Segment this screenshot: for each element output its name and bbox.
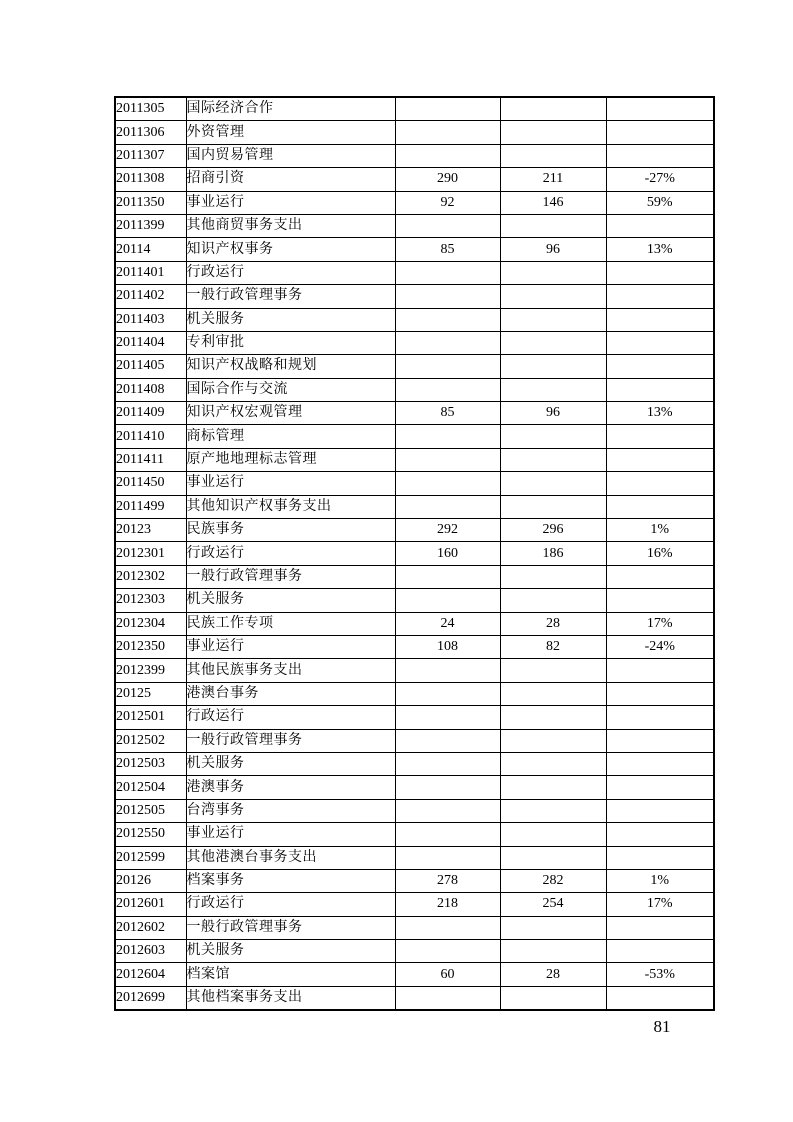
code-cell: 2012302 xyxy=(115,565,186,588)
value3-cell xyxy=(606,729,714,752)
value2-cell xyxy=(500,565,606,588)
table-row xyxy=(115,986,714,1010)
table-row xyxy=(115,612,714,635)
name-cell: 其他知识产权事务支出 xyxy=(186,495,395,518)
table-row xyxy=(115,776,714,799)
name-cell: 知识产权事务 xyxy=(186,238,395,261)
name-cell: 知识产权战略和规划 xyxy=(186,355,395,378)
code-cell: 2011404 xyxy=(115,331,186,354)
code-cell: 2011401 xyxy=(115,261,186,284)
code-cell: 2012604 xyxy=(115,963,186,986)
value3-cell: -24% xyxy=(606,635,714,658)
name-cell: 港澳台事务 xyxy=(186,682,395,705)
value2-cell xyxy=(500,799,606,822)
value2-cell: 186 xyxy=(500,542,606,565)
value1-cell xyxy=(395,121,500,144)
name-cell: 一般行政管理事务 xyxy=(186,729,395,752)
value3-cell xyxy=(606,565,714,588)
code-cell: 2012602 xyxy=(115,916,186,939)
value3-cell: -53% xyxy=(606,963,714,986)
value3-cell xyxy=(606,682,714,705)
name-cell: 一般行政管理事务 xyxy=(186,916,395,939)
table-row xyxy=(115,729,714,752)
name-cell: 其他港澳台事务支出 xyxy=(186,846,395,869)
value2-cell xyxy=(500,986,606,1010)
value1-cell xyxy=(395,472,500,495)
name-cell: 港澳事务 xyxy=(186,776,395,799)
value3-cell xyxy=(606,916,714,939)
value3-cell xyxy=(606,121,714,144)
table-row xyxy=(115,940,714,963)
value1-cell xyxy=(395,425,500,448)
value1-cell xyxy=(395,823,500,846)
value3-cell xyxy=(606,285,714,308)
value3-cell xyxy=(606,659,714,682)
code-cell: 2011399 xyxy=(115,214,186,237)
name-cell: 行政运行 xyxy=(186,893,395,916)
code-cell: 2012501 xyxy=(115,706,186,729)
code-cell: 2011450 xyxy=(115,472,186,495)
value2-cell xyxy=(500,659,606,682)
name-cell: 知识产权宏观管理 xyxy=(186,402,395,425)
name-cell: 其他商贸事务支出 xyxy=(186,214,395,237)
value2-cell xyxy=(500,144,606,167)
table-row xyxy=(115,121,714,144)
table-row xyxy=(115,378,714,401)
table-row xyxy=(115,893,714,916)
value2-cell: 282 xyxy=(500,869,606,892)
code-cell: 2012503 xyxy=(115,752,186,775)
value3-cell xyxy=(606,448,714,471)
value1-cell: 85 xyxy=(395,402,500,425)
value2-cell: 96 xyxy=(500,402,606,425)
value2-cell xyxy=(500,355,606,378)
value1-cell: 292 xyxy=(395,519,500,542)
code-cell: 20114 xyxy=(115,238,186,261)
code-cell: 2011307 xyxy=(115,144,186,167)
table-row xyxy=(115,402,714,425)
name-cell: 事业运行 xyxy=(186,823,395,846)
value2-cell xyxy=(500,308,606,331)
code-cell: 2012350 xyxy=(115,635,186,658)
code-cell: 2012505 xyxy=(115,799,186,822)
code-cell: 2012504 xyxy=(115,776,186,799)
value1-cell xyxy=(395,285,500,308)
table-row xyxy=(115,495,714,518)
value3-cell xyxy=(606,846,714,869)
table-row xyxy=(115,191,714,214)
name-cell: 机关服务 xyxy=(186,752,395,775)
value2-cell: 254 xyxy=(500,893,606,916)
value2-cell xyxy=(500,97,606,121)
table-row xyxy=(115,869,714,892)
name-cell: 一般行政管理事务 xyxy=(186,565,395,588)
value1-cell xyxy=(395,940,500,963)
name-cell: 商标管理 xyxy=(186,425,395,448)
value2-cell xyxy=(500,448,606,471)
name-cell: 其他档案事务支出 xyxy=(186,986,395,1010)
name-cell: 专利审批 xyxy=(186,331,395,354)
code-cell: 2012603 xyxy=(115,940,186,963)
value1-cell xyxy=(395,97,500,121)
value2-cell: 96 xyxy=(500,238,606,261)
table-row xyxy=(115,542,714,565)
table-row xyxy=(115,355,714,378)
code-cell: 2011308 xyxy=(115,168,186,191)
code-cell: 2012303 xyxy=(115,589,186,612)
value1-cell: 218 xyxy=(395,893,500,916)
value1-cell: 92 xyxy=(395,191,500,214)
value2-cell xyxy=(500,285,606,308)
table-row xyxy=(115,635,714,658)
value3-cell xyxy=(606,823,714,846)
table-row xyxy=(115,168,714,191)
value3-cell xyxy=(606,589,714,612)
table-row xyxy=(115,238,714,261)
table-row xyxy=(115,519,714,542)
value3-cell xyxy=(606,472,714,495)
value1-cell: 85 xyxy=(395,238,500,261)
value3-cell xyxy=(606,799,714,822)
value3-cell xyxy=(606,706,714,729)
code-cell: 2011408 xyxy=(115,378,186,401)
value3-cell: 59% xyxy=(606,191,714,214)
value3-cell: 13% xyxy=(606,402,714,425)
value3-cell xyxy=(606,331,714,354)
code-cell: 2012699 xyxy=(115,986,186,1010)
name-cell: 事业运行 xyxy=(186,472,395,495)
table-row xyxy=(115,97,714,121)
value1-cell xyxy=(395,729,500,752)
table-row xyxy=(115,589,714,612)
value1-cell xyxy=(395,986,500,1010)
table-row xyxy=(115,682,714,705)
value3-cell xyxy=(606,355,714,378)
value2-cell xyxy=(500,940,606,963)
code-cell: 2011402 xyxy=(115,285,186,308)
value3-cell xyxy=(606,378,714,401)
value1-cell xyxy=(395,565,500,588)
name-cell: 档案馆 xyxy=(186,963,395,986)
value1-cell xyxy=(395,659,500,682)
code-cell: 2012304 xyxy=(115,612,186,635)
value2-cell xyxy=(500,425,606,448)
code-cell: 2011405 xyxy=(115,355,186,378)
code-cell: 20126 xyxy=(115,869,186,892)
table-row xyxy=(115,472,714,495)
value1-cell xyxy=(395,214,500,237)
code-cell: 2012550 xyxy=(115,823,186,846)
value2-cell: 296 xyxy=(500,519,606,542)
code-cell: 2011409 xyxy=(115,402,186,425)
name-cell: 民族工作专项 xyxy=(186,612,395,635)
value3-cell: 1% xyxy=(606,869,714,892)
value3-cell xyxy=(606,261,714,284)
value2-cell xyxy=(500,846,606,869)
value3-cell: 13% xyxy=(606,238,714,261)
value2-cell: 211 xyxy=(500,168,606,191)
name-cell: 行政运行 xyxy=(186,542,395,565)
value2-cell: 28 xyxy=(500,963,606,986)
table-row xyxy=(115,823,714,846)
code-cell: 2012301 xyxy=(115,542,186,565)
name-cell: 台湾事务 xyxy=(186,799,395,822)
name-cell: 事业运行 xyxy=(186,635,395,658)
table-row xyxy=(115,448,714,471)
value3-cell: 17% xyxy=(606,893,714,916)
value2-cell xyxy=(500,214,606,237)
value1-cell xyxy=(395,682,500,705)
value2-cell xyxy=(500,261,606,284)
name-cell: 行政运行 xyxy=(186,261,395,284)
value1-cell: 278 xyxy=(395,869,500,892)
code-cell: 2011350 xyxy=(115,191,186,214)
name-cell: 机关服务 xyxy=(186,589,395,612)
value2-cell: 28 xyxy=(500,612,606,635)
budget-table-body xyxy=(115,97,714,1010)
value1-cell xyxy=(395,589,500,612)
code-cell: 20123 xyxy=(115,519,186,542)
value2-cell xyxy=(500,682,606,705)
table-row xyxy=(115,331,714,354)
table-row xyxy=(115,565,714,588)
table-row xyxy=(115,144,714,167)
name-cell: 国际合作与交流 xyxy=(186,378,395,401)
code-cell: 2012502 xyxy=(115,729,186,752)
code-cell: 2012399 xyxy=(115,659,186,682)
table-row xyxy=(115,706,714,729)
code-cell: 20125 xyxy=(115,682,186,705)
value1-cell: 108 xyxy=(395,635,500,658)
value3-cell xyxy=(606,776,714,799)
name-cell: 档案事务 xyxy=(186,869,395,892)
table-row xyxy=(115,916,714,939)
value1-cell xyxy=(395,355,500,378)
value3-cell xyxy=(606,144,714,167)
value2-cell xyxy=(500,776,606,799)
page-number: 81 xyxy=(653,1017,671,1036)
value2-cell xyxy=(500,823,606,846)
name-cell: 其他民族事务支出 xyxy=(186,659,395,682)
code-cell: 2011306 xyxy=(115,121,186,144)
table-row xyxy=(115,214,714,237)
code-cell: 2012601 xyxy=(115,893,186,916)
table-row xyxy=(115,308,714,331)
value2-cell: 82 xyxy=(500,635,606,658)
value3-cell xyxy=(606,308,714,331)
table-row xyxy=(115,799,714,822)
name-cell: 原产地地理标志管理 xyxy=(186,448,395,471)
value1-cell xyxy=(395,331,500,354)
value3-cell: 16% xyxy=(606,542,714,565)
name-cell: 招商引资 xyxy=(186,168,395,191)
budget-table xyxy=(114,96,715,1011)
value2-cell xyxy=(500,916,606,939)
value1-cell: 290 xyxy=(395,168,500,191)
value1-cell xyxy=(395,144,500,167)
name-cell: 民族事务 xyxy=(186,519,395,542)
value1-cell xyxy=(395,799,500,822)
value2-cell xyxy=(500,121,606,144)
value1-cell xyxy=(395,846,500,869)
code-cell: 2011411 xyxy=(115,448,186,471)
value1-cell xyxy=(395,706,500,729)
value2-cell xyxy=(500,589,606,612)
code-cell: 2011499 xyxy=(115,495,186,518)
value2-cell xyxy=(500,378,606,401)
table-row xyxy=(115,752,714,775)
table-row xyxy=(115,425,714,448)
name-cell: 事业运行 xyxy=(186,191,395,214)
value3-cell xyxy=(606,495,714,518)
table-row xyxy=(115,261,714,284)
value1-cell: 160 xyxy=(395,542,500,565)
value1-cell xyxy=(395,916,500,939)
name-cell: 国内贸易管理 xyxy=(186,144,395,167)
code-cell: 2011403 xyxy=(115,308,186,331)
value3-cell xyxy=(606,986,714,1010)
value3-cell xyxy=(606,752,714,775)
value3-cell: -27% xyxy=(606,168,714,191)
value2-cell xyxy=(500,729,606,752)
value2-cell xyxy=(500,706,606,729)
name-cell: 机关服务 xyxy=(186,308,395,331)
table-row xyxy=(115,285,714,308)
table-row xyxy=(115,963,714,986)
name-cell: 国际经济合作 xyxy=(186,97,395,121)
value1-cell xyxy=(395,308,500,331)
table-row xyxy=(115,846,714,869)
value3-cell xyxy=(606,97,714,121)
value1-cell: 24 xyxy=(395,612,500,635)
code-cell: 2011410 xyxy=(115,425,186,448)
value1-cell xyxy=(395,448,500,471)
value1-cell xyxy=(395,261,500,284)
code-cell: 2011305 xyxy=(115,97,186,121)
table-row xyxy=(115,659,714,682)
value3-cell: 1% xyxy=(606,519,714,542)
name-cell: 行政运行 xyxy=(186,706,395,729)
value3-cell: 17% xyxy=(606,612,714,635)
name-cell: 外资管理 xyxy=(186,121,395,144)
value1-cell xyxy=(395,776,500,799)
code-cell: 2012599 xyxy=(115,846,186,869)
value3-cell xyxy=(606,214,714,237)
value1-cell xyxy=(395,752,500,775)
value1-cell xyxy=(395,495,500,518)
value1-cell: 60 xyxy=(395,963,500,986)
name-cell: 机关服务 xyxy=(186,940,395,963)
value2-cell xyxy=(500,495,606,518)
value2-cell xyxy=(500,752,606,775)
value1-cell xyxy=(395,378,500,401)
value3-cell xyxy=(606,425,714,448)
value2-cell xyxy=(500,331,606,354)
value2-cell: 146 xyxy=(500,191,606,214)
name-cell: 一般行政管理事务 xyxy=(186,285,395,308)
value3-cell xyxy=(606,940,714,963)
value2-cell xyxy=(500,472,606,495)
